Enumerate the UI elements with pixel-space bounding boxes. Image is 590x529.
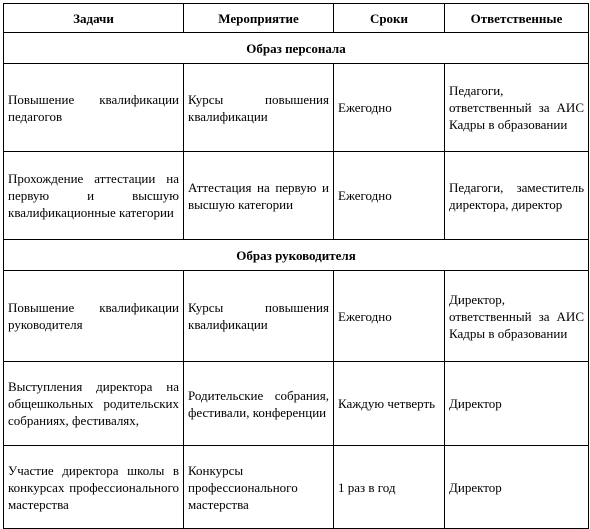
responsible-cell: Директор [445, 362, 589, 446]
term-cell: Ежегодно [334, 271, 445, 362]
table-row [4, 152, 589, 240]
task-cell: Повышение квалификации педагогов [4, 64, 184, 152]
task-cell: Прохождение аттестации на первую и высшую квалификационные категории [4, 152, 184, 240]
header-responsible: Ответственные [445, 4, 589, 33]
event-cell: Аттестация на первую и высшую категории [184, 152, 334, 240]
section-title-manager: Образ руководителя [4, 240, 589, 271]
table-row [4, 271, 589, 362]
responsible-cell: Директор, ответственный за АИС Кадры в образовании [445, 271, 589, 362]
section-title-staff: Образ персонала [4, 33, 589, 64]
task-cell: Выступления директора на общешкольных родительских собраниях, фестивалях, [4, 362, 184, 446]
term-cell: Ежегодно [334, 64, 445, 152]
event-cell: Конкурсы профессионального мастерства [184, 446, 334, 529]
responsible-cell: Педагоги, заместитель директора, директор [445, 152, 589, 240]
event-cell: Курсы повышения квалификации [184, 271, 334, 362]
table-row [4, 64, 589, 152]
responsible-cell: Педагоги, ответственный за АИС Кадры в образовании [445, 64, 589, 152]
term-cell: 1 раз в год [334, 446, 445, 529]
task-cell: Повышение квалификации руководителя [4, 271, 184, 362]
header-row [4, 4, 589, 33]
event-cell: Родительские собрания, фестивали, конференции [184, 362, 334, 446]
section-row [4, 240, 589, 271]
table-row [4, 362, 589, 446]
term-cell: Ежегодно [334, 152, 445, 240]
header-tasks: Задачи [4, 4, 184, 33]
table-row [4, 446, 589, 529]
plan-table [3, 3, 589, 529]
responsible-cell: Директор [445, 446, 589, 529]
header-event: Мероприятие [184, 4, 334, 33]
task-cell: Участие директора школы в конкурсах профессионального мастерства [4, 446, 184, 529]
section-row [4, 33, 589, 64]
header-terms: Сроки [334, 4, 445, 33]
event-cell: Курсы повышения квалификации [184, 64, 334, 152]
term-cell: Каждую четверть [334, 362, 445, 446]
